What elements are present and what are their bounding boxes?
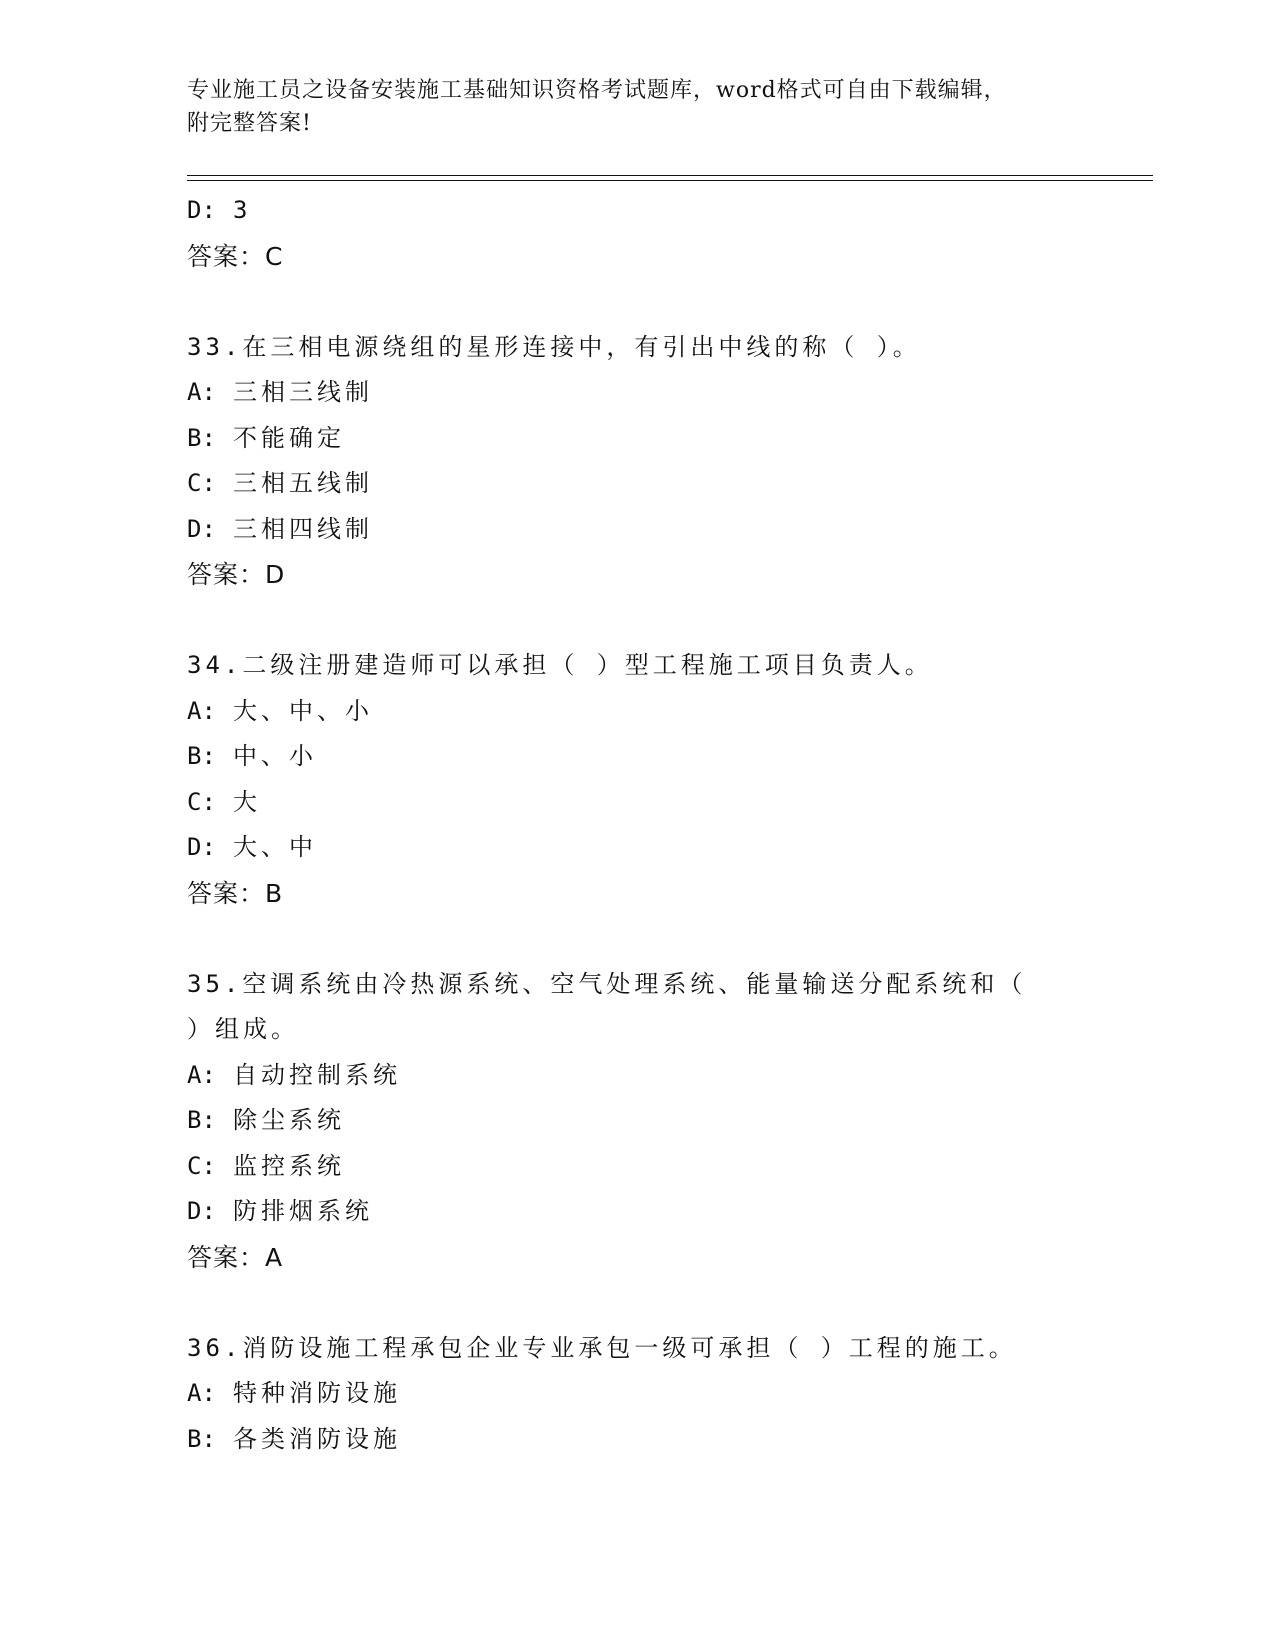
option-text: 三相三线制: [233, 378, 373, 406]
option-label: B:: [187, 423, 216, 452]
option-label: B:: [187, 1424, 216, 1453]
option-label: A:: [187, 1060, 216, 1089]
option-text: 自动控制系统: [233, 1060, 401, 1089]
question-stem: 35.空调系统由冷热源系统、空气处理系统、能量输送分配系统和（: [187, 969, 1027, 998]
option-row: [187, 507, 1087, 553]
option-row: [187, 780, 1087, 826]
option-label: B:: [187, 742, 216, 770]
option-text: 监控系统: [233, 1151, 345, 1180]
answer-line: 答案：A: [187, 1242, 284, 1272]
option-text: 大、中: [233, 833, 317, 861]
option-text: 3: [233, 196, 252, 224]
option-row: [187, 461, 1087, 507]
option-label: B:: [187, 1106, 216, 1134]
option-label: D:: [187, 1197, 216, 1225]
header-line-2: 附完整答案!: [187, 111, 312, 136]
question-stem: 33.在三相电源绕组的星形连接中，有引出中线的称（ ）。: [187, 332, 921, 361]
option-row: [187, 825, 1087, 871]
option-text: 特种消防设施: [233, 1379, 401, 1407]
option-row: [187, 1417, 1087, 1463]
spacer: [187, 598, 1087, 644]
option-row: [187, 1189, 1087, 1235]
option-text: 三相四线制: [233, 514, 373, 543]
option-row: [187, 370, 1087, 416]
option-row: [187, 734, 1087, 780]
question-stem: 36.消防设施工程承包企业专业承包一级可承担（ ）工程的施工。: [187, 1333, 1017, 1362]
option-label: C:: [187, 469, 216, 497]
question-list: [187, 188, 1087, 1462]
option-text: 三相五线制: [233, 469, 373, 497]
answer-line: 答案：D: [187, 560, 286, 589]
option-label: D:: [187, 833, 216, 861]
spacer: [187, 916, 1087, 962]
document-header: [187, 74, 1087, 140]
option-text: 防排烟系统: [233, 1197, 373, 1225]
option-row: [187, 416, 1087, 462]
option-label: C:: [187, 787, 216, 816]
answer-line: 答案：C: [187, 241, 284, 271]
spacer: [187, 279, 1087, 325]
option-text: 除尘系统: [233, 1106, 345, 1134]
option-row: [187, 1371, 1087, 1417]
option-row: [187, 188, 1087, 234]
header-rule-top: [187, 175, 1153, 176]
option-label: C:: [187, 1151, 216, 1180]
option-text: 不能确定: [233, 423, 345, 452]
option-row: [187, 689, 1087, 735]
spacer: [187, 1280, 1087, 1326]
option-label: D:: [187, 196, 216, 224]
option-text: 中、小: [233, 742, 317, 770]
option-text: 大: [233, 787, 261, 816]
option-row: [187, 1098, 1087, 1144]
option-label: A:: [187, 1379, 216, 1407]
header-line-1: 专业施工员之设备安装施工基础知识资格考试题库，word格式可自由下载编辑，: [187, 78, 1007, 103]
question-stem: 34.二级注册建造师可以承担（ ）型工程施工项目负责人。: [187, 651, 933, 679]
answer-line: 答案：B: [187, 878, 284, 908]
option-label: D:: [187, 514, 216, 543]
option-row: [187, 1144, 1087, 1190]
option-text: 各类消防设施: [233, 1424, 401, 1453]
header-rule-bottom: [187, 180, 1153, 181]
option-row: [187, 1053, 1087, 1099]
option-label: A:: [187, 378, 216, 406]
question-stem-continued: ）组成。: [187, 1015, 299, 1043]
option-label: A:: [187, 696, 216, 725]
option-text: 大、中、小: [233, 696, 373, 725]
